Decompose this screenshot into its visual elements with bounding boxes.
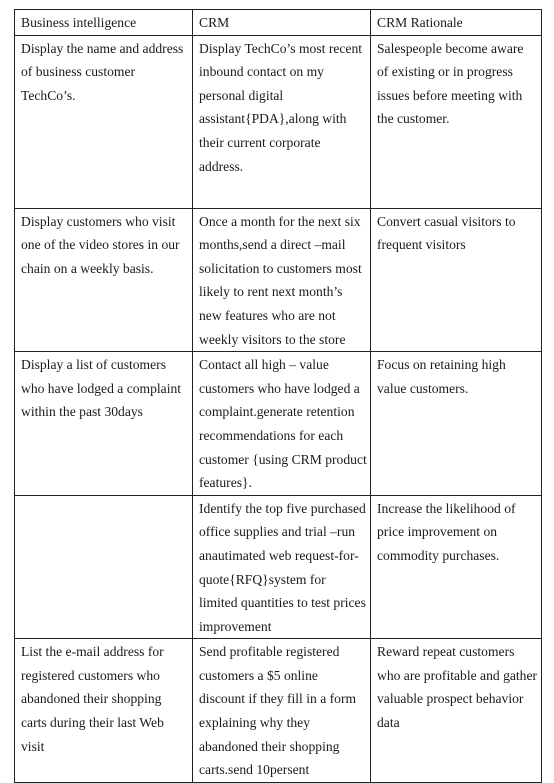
- cell-text: Convert casual visitors to frequent visitors: [377, 213, 516, 253]
- business-intelligence-cell: [15, 639, 193, 783]
- crm-cell: [193, 208, 371, 352]
- column-header-business-intelligence: Business intelligence: [15, 10, 193, 36]
- crm-rationale-cell: [371, 352, 542, 496]
- crm-rationale-cell: [371, 35, 542, 208]
- cell-text: Display TechCo’s most recent inbound contact on my personal digital assistant{PDA},along with their current corporate address.: [199, 40, 363, 174]
- business-intelligence-cell: [15, 495, 193, 639]
- cell-text: Salespeople become aware of existing or in progress issues before meeting with the customer.: [377, 40, 524, 127]
- crm-rationale-cell: [371, 495, 542, 639]
- crm-cell: [193, 495, 371, 639]
- crm-cell: [193, 352, 371, 496]
- cell-text: Display the name and address of business customer TechCo’s.: [21, 40, 184, 103]
- table-row: [15, 495, 542, 639]
- cell-text: Display customers who visit one of the video stores in our chain on a weekly basis.: [21, 213, 180, 276]
- business-intelligence-cell: [15, 352, 193, 496]
- table-header-row: [15, 10, 542, 36]
- cell-text: Increase the likelihood of price improvement on commodity purchases.: [377, 500, 516, 563]
- crm-rationale-cell: [371, 639, 542, 783]
- business-intelligence-cell: [15, 208, 193, 352]
- table-row: [15, 208, 542, 352]
- cell-text: List the e-mail address for registered customers who abandoned their shopping carts during their last Web visit: [21, 644, 164, 754]
- crm-cell: [193, 639, 371, 783]
- cell-text: Focus on retaining high value customers.: [377, 357, 506, 396]
- cell-text: Send profitable registered customers a $5 online discount if they fill in a form explaining why they abandoned their shopping carts.send 10persent: [199, 644, 357, 778]
- cell-text: Reward repeat customers who are profitable and gather valuable prospect behavior data: [377, 644, 538, 731]
- crm-comparison-table: [14, 9, 542, 783]
- business-intelligence-cell: [15, 35, 193, 208]
- cell-text: Contact all high – value customers who have lodged a complaint.generate retention recommendations for each customer {using CRM product features}.: [199, 357, 367, 491]
- cell-text: Identify the top five purchased office supplies and trial –run anautimated web request-for-quote{RFQ}system for limited quantities to test prices improvement: [199, 500, 366, 634]
- table-row: [15, 352, 542, 496]
- cell-text: Once a month for the next six months,send a direct –mail solicitation to customers most likely to rent next month’s new features who are not weekly visitors to the store: [199, 213, 362, 347]
- column-header-crm-rationale: CRM Rationale: [371, 10, 542, 36]
- crm-rationale-cell: [371, 208, 542, 352]
- column-header-crm: CRM: [193, 10, 371, 36]
- crm-cell: [193, 35, 371, 208]
- table-row: [15, 639, 542, 783]
- table-row: [15, 35, 542, 208]
- cell-text: Display a list of customers who have lodged a complaint within the past 30days: [21, 357, 182, 420]
